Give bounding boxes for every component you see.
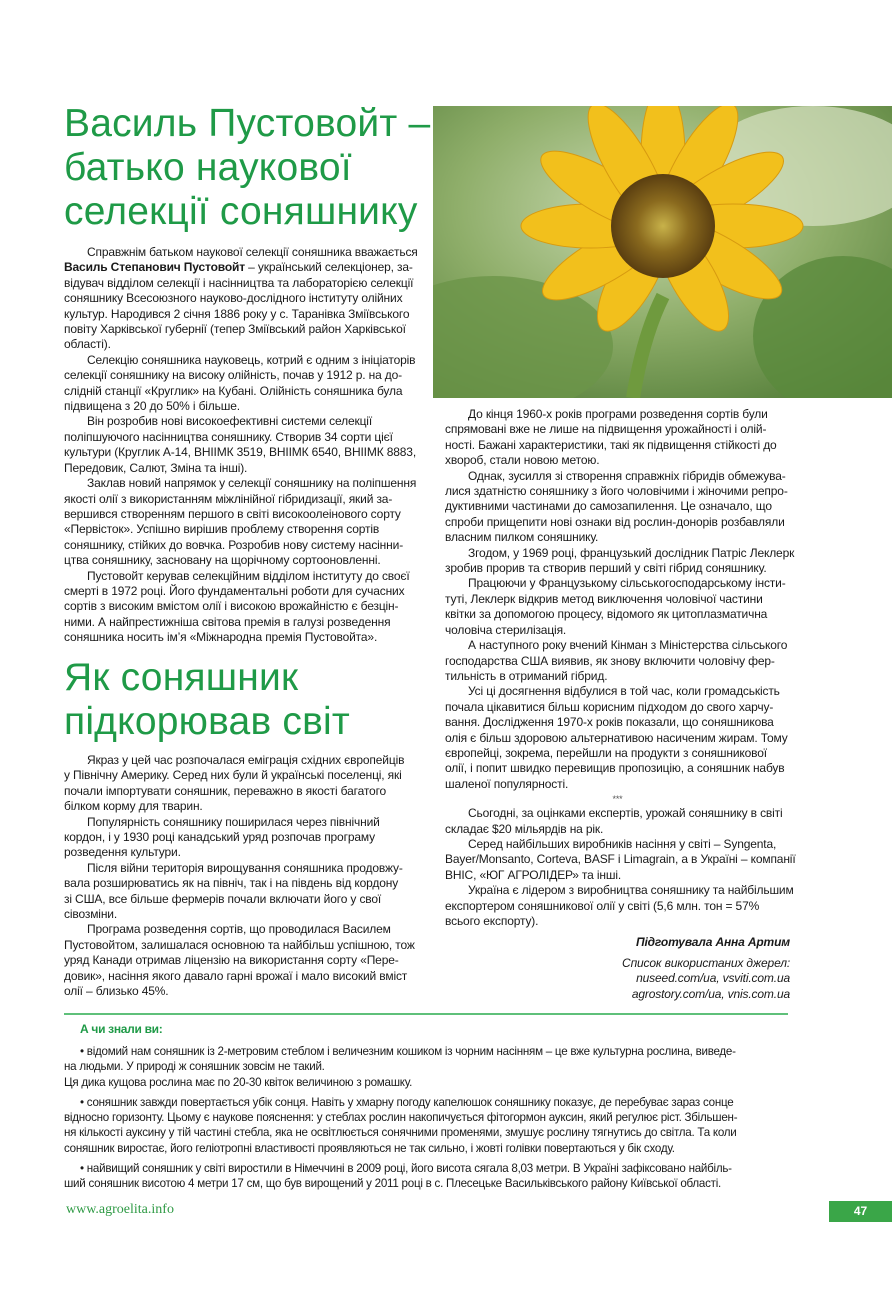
text-line: у Північну Америку. Серед них були й українські поселенці, які bbox=[64, 768, 402, 783]
paragraphs bbox=[64, 353, 420, 646]
text-line: Працюючи у Французькому сільськогосподарському інсти- bbox=[468, 576, 786, 591]
text-line: квітки за допомогою процесу, відомого як цитоплазматична bbox=[445, 607, 768, 622]
text-line: • найвищий соняшник у світі виростили в Німеччині в 2009 році, його висота сягала 8,03 метри. В Україні зафіксовано найбіль- bbox=[80, 1162, 732, 1176]
text-line: • соняшник завжди повертається убік сонця. Навіть у хмарну погоду капелюшок соняшнику показує, де перебуває зараз сонце bbox=[80, 1095, 734, 1109]
text-line: олії, і попит швидко перевищив пропозицію, а соняшник набув bbox=[445, 761, 785, 776]
text-line: соняшнику, стійких до вовчка. Розробив нову систему насінни- bbox=[64, 537, 404, 552]
text-line: смерті в 1972 році. Його фундаментальні роботи для сучасних bbox=[64, 583, 405, 598]
paragraph bbox=[445, 684, 790, 792]
text-line: кордон, і у 1930 році канадський уряд розпочав програму bbox=[64, 830, 375, 845]
text-line: білком корму для тварин. bbox=[64, 799, 203, 814]
paragraph bbox=[64, 353, 420, 415]
text-line: Після війни територія вирощування соняшника продовжу- bbox=[87, 860, 403, 875]
source-links: agrostory.com/ua, vnis.com.ua bbox=[631, 986, 790, 1001]
paragraph bbox=[445, 806, 790, 837]
text-line: Популярність соняшнику поширилася через північний bbox=[87, 814, 380, 829]
text-line: Якраз у цей час розпочалася еміграція східних європейців bbox=[87, 753, 405, 767]
text-line: хвороб, стали новою метою. bbox=[445, 453, 600, 468]
text-line: Передовик, Салют, Зміна та інші). bbox=[64, 460, 248, 475]
text-line: туті, Леклерк відкрив метод виключення чоловічої частини bbox=[445, 591, 763, 606]
paragraph bbox=[64, 569, 420, 646]
text-line: селекції соняшнику на високу олійність, почав у 1912 р. на до- bbox=[64, 368, 403, 383]
facts-list bbox=[64, 1044, 788, 1192]
text-line: повіту Харківської губернії (тепер Зміївський район Харківської bbox=[64, 322, 406, 337]
text-line: якості олії з використанням міжлінійної гібридизації, який за- bbox=[64, 491, 393, 506]
text-line bbox=[64, 260, 420, 275]
text-line: шаленої популярності. bbox=[445, 776, 569, 791]
article-title bbox=[64, 102, 430, 234]
text-line: почала цікавитися більш корисним підходом до свого харчу- bbox=[445, 699, 774, 714]
text-line: спрямовані вже не лише на підвищення урожайності і олій- bbox=[445, 422, 767, 437]
text-line: Справжнім батьком наукової селекції соняшника вважається bbox=[87, 245, 418, 259]
person-name: Василь Степанович Пустовойт bbox=[64, 260, 245, 275]
text-line: відувач відділом селекції і насінництва та лабораторією селекції bbox=[64, 275, 414, 290]
fact-item bbox=[64, 1044, 788, 1090]
text-line: «Первісток». Успішно вирішив проблему створення сортів bbox=[64, 522, 380, 537]
text-line: області). bbox=[64, 337, 111, 352]
text-line: поліпшуючого насінництва соняшнику. Створив 34 сорти цієї bbox=[64, 429, 393, 444]
text-line: Згодом, у 1969 році, французький дослідник Патріс Леклерк bbox=[468, 545, 795, 560]
text-line: довик», насіння якого давало гарні врожаї і мало високий вміст bbox=[64, 968, 408, 983]
text-line: А наступного року вчений Кінман з Міністерства сільського bbox=[468, 638, 788, 653]
text-line: підвищена з 20 до 50% і більше. bbox=[64, 399, 240, 414]
paragraph bbox=[64, 476, 420, 568]
text-line: Пустовойт керував селекційним відділом інституту до своєї bbox=[87, 568, 410, 583]
text-line: тильність в отриманий гібрид. bbox=[445, 668, 608, 683]
text-line: Україна є лідером з виробництва соняшнику та найбільшим bbox=[468, 883, 794, 898]
text-line: дуктивними частинами до самозапилення. Це означало, що bbox=[445, 499, 772, 514]
divider bbox=[64, 1013, 788, 1015]
text-line: олія є більш здоровою альтернативою насиченим жирам. Тому bbox=[445, 730, 788, 745]
article2-right-body bbox=[445, 407, 796, 1002]
paragraph bbox=[64, 861, 420, 923]
text-line: відносно горизонту. Цьому є наукове пояснення: у стеблах рослин накопичується фітогормон ауксин, який регулює ріст. Збільшен- bbox=[64, 1111, 738, 1125]
text-line: До кінця 1960-х років програми розведення сортів були bbox=[468, 407, 768, 421]
paragraph bbox=[64, 922, 420, 999]
text-line: ними. А найпрестижніша світова премія в галузі розведення bbox=[64, 614, 391, 629]
fact-item bbox=[64, 1095, 788, 1156]
paragraph bbox=[445, 576, 790, 638]
paragraph bbox=[445, 407, 790, 469]
text-line: ший соняшник висотою 4 метри 17 см, що був вирощений у 2011 році в с. Плесецьке Васильківського району Київської області. bbox=[64, 1177, 722, 1191]
text-line: на людьми. У природі ж соняшник зовсім не такий. bbox=[64, 1060, 325, 1074]
paragraph bbox=[445, 638, 790, 684]
title-line: підкорював світ bbox=[64, 700, 350, 743]
text-line: власним пилком соняшнику. bbox=[445, 530, 599, 545]
paragraph bbox=[64, 245, 420, 353]
text-line: сортів з високим вмістом олії і високою врожайністю є безцін- bbox=[64, 599, 399, 614]
text-line: європейці, зокрема, перейшли на продукти з соняшникової bbox=[445, 745, 767, 760]
text-line: соняшника носить ім’я «Міжнародна премія Пустовойта». bbox=[64, 630, 378, 645]
text-line: соняшник виростає, його геліотропні властивості проявляються не так сильно, і жовті голівки повертаються у бік сходу. bbox=[64, 1141, 675, 1155]
text-line: слідній станції «Круглик» на Кубані. Олійність соняшника була bbox=[64, 383, 403, 398]
text-line: зі США, все більше фермерів почали включати його у свої bbox=[64, 891, 382, 906]
paragraph bbox=[445, 545, 795, 577]
text: – український селекціонер, за- bbox=[244, 260, 413, 275]
paragraph bbox=[64, 753, 420, 815]
paragraphs bbox=[445, 407, 795, 792]
text-line: вершився створенням першого в світі високоолеінового сорту bbox=[64, 506, 401, 521]
source-links: nuseed.com/ua, vsviti.com.ua bbox=[636, 971, 790, 986]
text-line: ВНІС, «ЮГ АГРОЛІДЕР» та інші. bbox=[445, 867, 622, 882]
text-line: Однак, зусилля зі створення справжніх гібридів обмежува- bbox=[468, 468, 786, 483]
title-line: Як соняшник bbox=[64, 656, 299, 699]
article2-left-body bbox=[64, 753, 420, 1000]
text-line: Він розробив нові високоефективні системи селекції bbox=[87, 414, 373, 429]
title-line: Василь Пустовойт – bbox=[64, 102, 431, 145]
text-line: вання. Дослідження 1970-х років показали, що соняшникова bbox=[445, 715, 774, 730]
text-line: Усі ці досягнення відбулися в той час, коли громадськість bbox=[468, 684, 780, 699]
author-credit: Підготувала Анна Артим bbox=[636, 935, 790, 950]
text-line: цтва соняшнику, засновану на щорічному сортооновленні. bbox=[64, 553, 381, 568]
text-line: розведення культури. bbox=[64, 845, 181, 860]
paragraph bbox=[64, 414, 420, 476]
text-line: • відомий нам соняшник із 2-метровим стеблом і величезним кошиком із чорним насінням – це вже культурна рослина, виведе- bbox=[80, 1045, 736, 1058]
text-line: соняшнику Всесоюзного науково-дослідного інституту олійних bbox=[64, 291, 403, 306]
text-line: Заклав новий напрямок у селекції соняшнику на поліпшення bbox=[87, 476, 417, 491]
text-line: ня кількості ауксину у тій частині стебла, яка не освітлюється сонячними променями, змушує рослину тягнутись до світла. Та коли bbox=[64, 1126, 737, 1140]
sources-label: Список використаних джерел: bbox=[622, 955, 790, 970]
text-line: експортером соняшникової олії у світі (5,6 млн. тон = 57% bbox=[445, 898, 760, 913]
text-line: Пустовойтом, залишалася основною та найбільш успішною, тож bbox=[64, 937, 415, 952]
text-line: господарства США виявив, як знову включити чоловічу фер- bbox=[445, 653, 775, 668]
text-line: всього експорту). bbox=[445, 914, 539, 928]
sources bbox=[445, 956, 790, 1002]
section-separator: *** bbox=[612, 794, 623, 805]
text-line: Bayer/Monsanto, Corteva, BASF і Limagrain, а в Україні – компанії bbox=[445, 852, 796, 867]
text-line: вала розширюватись як на північ, так і на південь від кордону bbox=[64, 876, 399, 891]
text-line: Серед найбільших виробників насіння у світі – Syngenta, bbox=[468, 836, 777, 851]
paragraph bbox=[445, 883, 794, 929]
facts-heading: А чи знали ви: bbox=[80, 1022, 163, 1036]
text-line: Сьогодні, за оцінками експертів, урожай соняшнику в світі bbox=[468, 806, 783, 821]
text-line: уряд Канади отримав ліцензію на використання сорту «Пере- bbox=[64, 953, 399, 968]
website-link[interactable]: www.agroelita.info bbox=[66, 1202, 174, 1217]
article2-title bbox=[64, 656, 350, 744]
text-line: ності. Бажані характеристики, такі як підвищення стійкості до bbox=[445, 437, 777, 452]
text-line: сівозміни. bbox=[64, 907, 118, 922]
fact-item bbox=[64, 1161, 788, 1192]
text-line: зробив прорив та створив перший у світі гібрид соняшнику. bbox=[445, 561, 767, 576]
text-line: Селекцію соняшника науковець, котрий є одним з ініціаторів bbox=[87, 352, 416, 367]
text-line: культури (Круглик А-14, ВНІІМК 3519, ВНІІМК 6540, ВНІІМК 8883, bbox=[64, 445, 417, 460]
article1-body bbox=[64, 245, 420, 646]
sunflower-photo bbox=[433, 106, 892, 398]
title-line: селекції соняшнику bbox=[64, 190, 418, 233]
paragraph bbox=[64, 815, 420, 861]
text-line: Програма розведення сортів, що проводилася Василем bbox=[87, 922, 391, 937]
page-number: 47 bbox=[829, 1201, 892, 1222]
paragraphs bbox=[445, 806, 796, 929]
text-line: чоловіча стерилізація. bbox=[445, 622, 567, 637]
title-line: батько наукової bbox=[64, 146, 352, 189]
text-line: олії – близько 45%. bbox=[64, 984, 169, 999]
text-line: почали імпортувати соняшник, переважно в якості багатого bbox=[64, 783, 387, 798]
text-line: лися здатністю соняшнику з його чоловічими і жіночими репро- bbox=[445, 484, 788, 499]
text-line: спроби прищепити нові ознаки від рослин-донорів розбавляли bbox=[445, 514, 785, 529]
paragraph bbox=[445, 836, 796, 883]
text-line: культур. Народився 2 січня 1886 року у с. Таранівка Зміївського bbox=[64, 306, 410, 321]
text-line: Ця дика кущова рослина має по 20-30 квіток величиною з ромашку. bbox=[64, 1075, 413, 1089]
paragraph bbox=[445, 469, 790, 546]
text-line: складає $20 мільярдів на рік. bbox=[445, 821, 604, 836]
